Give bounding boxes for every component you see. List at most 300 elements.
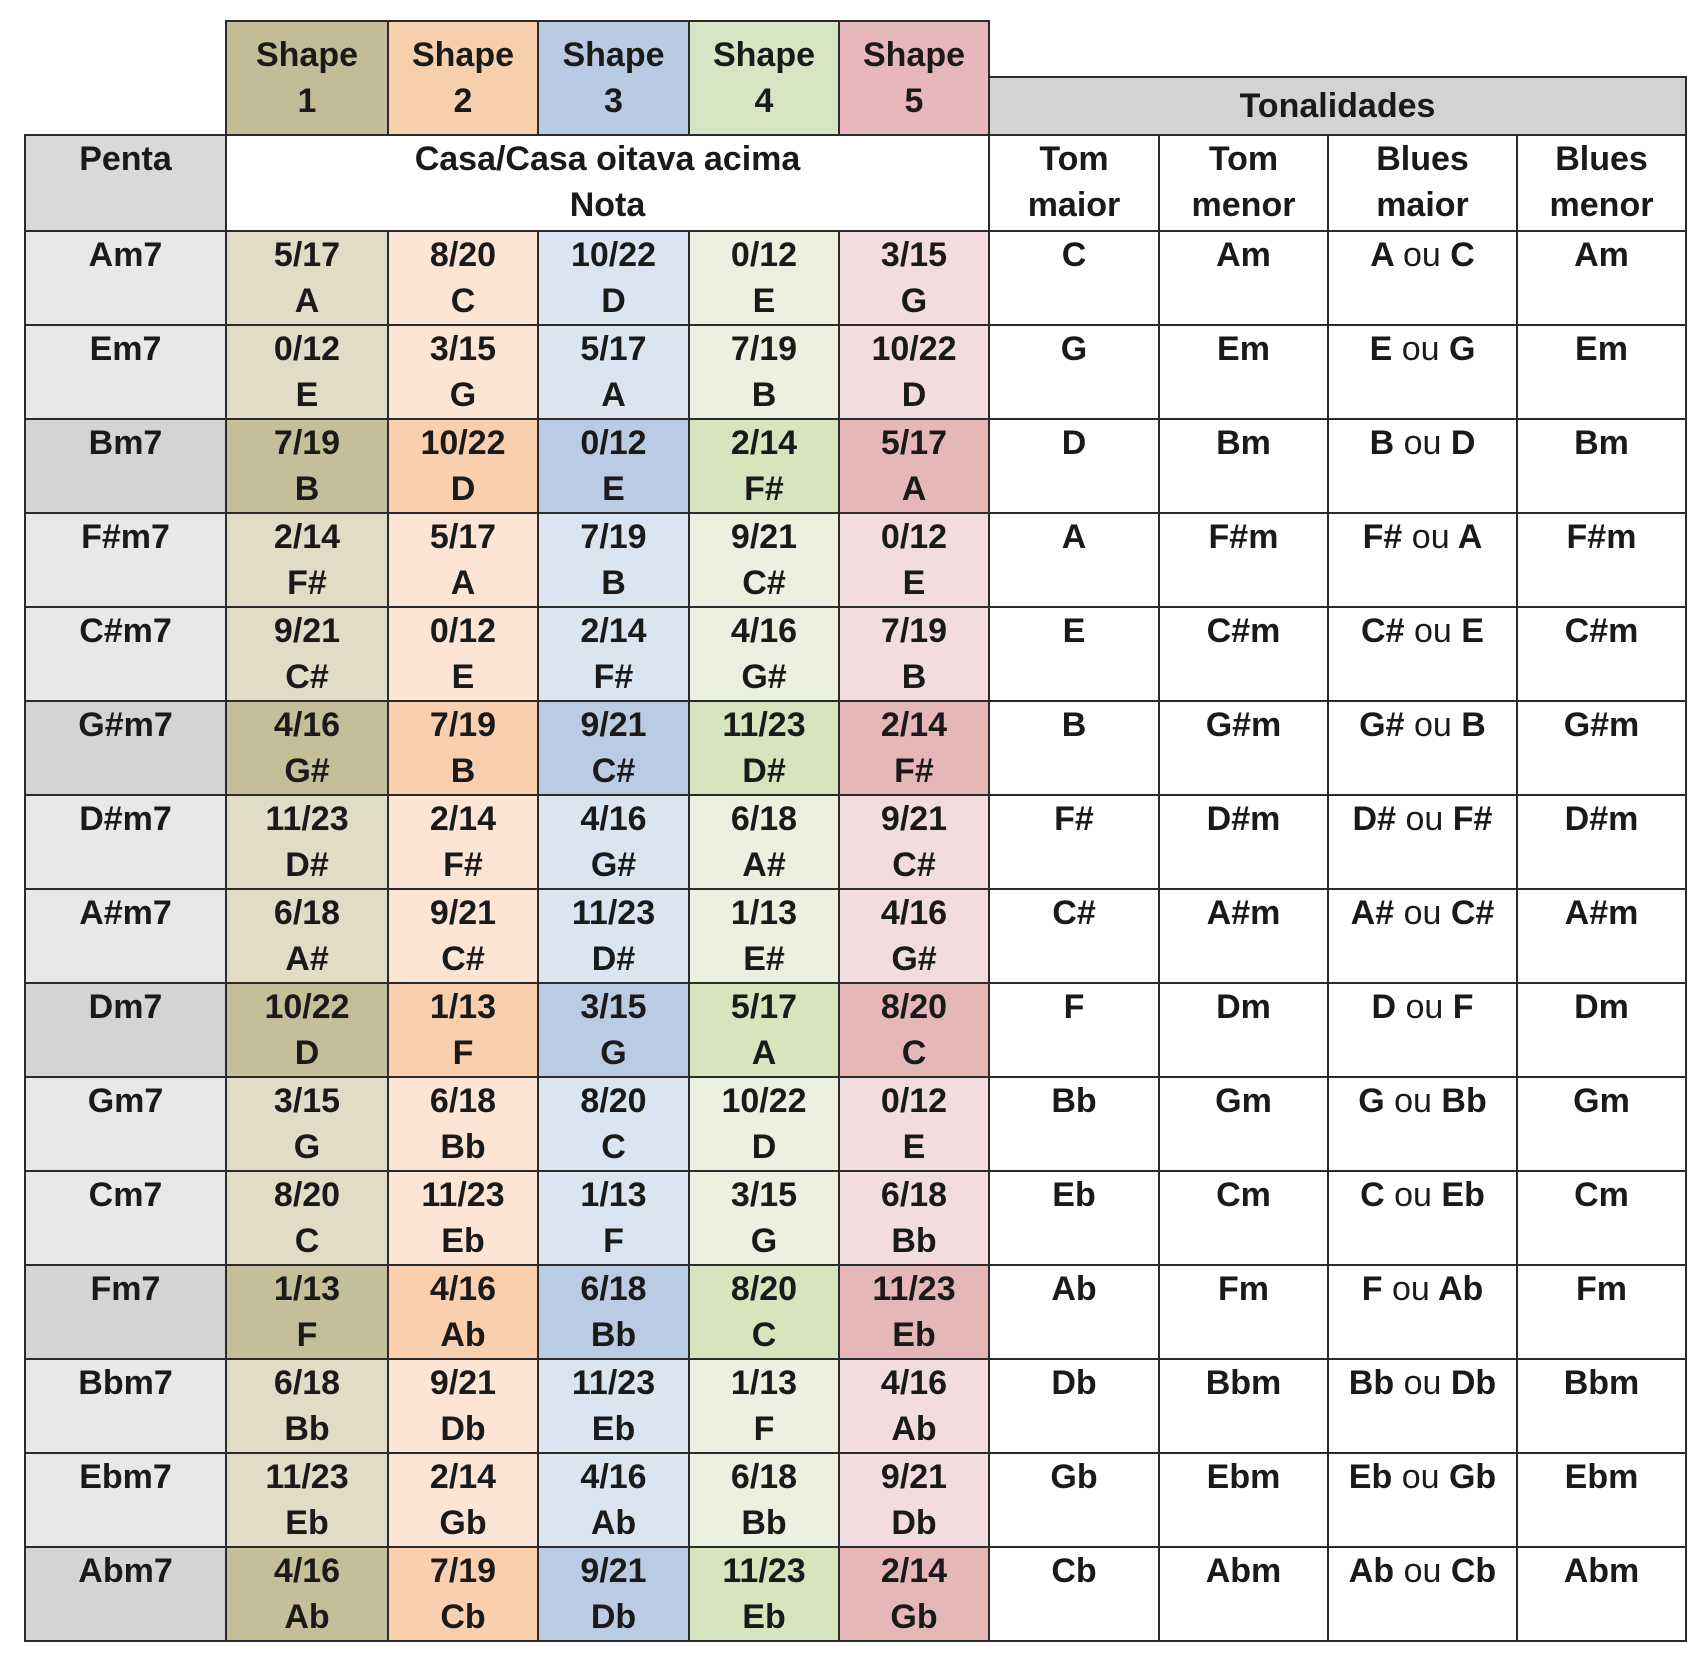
casa-nota-header: Casa/Casa oitava acima Nota [226, 135, 989, 231]
note-name: A# [285, 940, 329, 978]
note-name: F# [894, 752, 934, 790]
note-name: G [293, 1128, 321, 1166]
fret-position: 7/19 [880, 612, 948, 650]
blues-maior-option-2: E [1461, 612, 1484, 650]
blues-maior-option-2: A [1457, 518, 1483, 556]
shape-3-cell [538, 513, 689, 607]
shape-4-cell [689, 889, 839, 983]
shape-2-cell [388, 1547, 538, 1641]
note-name: G# [741, 658, 787, 696]
shape-2-cell [388, 701, 538, 795]
tom-maior-cell: Db [989, 1359, 1159, 1453]
tom-menor-cell: Bm [1159, 419, 1328, 513]
fret-position: 3/15 [580, 988, 647, 1026]
note-name: F# [593, 658, 634, 696]
note-name: E [902, 564, 926, 602]
fret-position: 0/12 [880, 518, 948, 556]
blues-menor-header: Blues menor [1517, 135, 1686, 231]
tom-maior-cell: E [989, 607, 1159, 701]
fret-position: 0/12 [730, 236, 798, 274]
blues-menor-cell: Gm [1517, 1077, 1686, 1171]
shape-1-cell [226, 1547, 388, 1641]
shape-2-cell [388, 607, 538, 701]
note-name: A [450, 564, 476, 602]
table-row [25, 231, 1686, 325]
blues-maior-option-1: A [1370, 236, 1394, 274]
penta-label: Fm7 [25, 1265, 226, 1359]
shape-3-cell [538, 795, 689, 889]
note-name: E# [743, 940, 785, 978]
penta-label: Gm7 [25, 1077, 226, 1171]
fret-position: 9/21 [580, 1552, 647, 1590]
note-name: G# [891, 940, 937, 978]
fret-position: 3/15 [730, 1176, 798, 1214]
note-name: A [601, 376, 626, 414]
fret-position: 6/18 [273, 894, 341, 932]
shape-header-row [25, 21, 1686, 77]
tonalidades-header: Tonalidades [989, 77, 1686, 135]
fret-position: 4/16 [429, 1270, 497, 1308]
ou-word: ou [1401, 1458, 1440, 1496]
tom-menor-cell: Cm [1159, 1171, 1328, 1265]
note-name: G [750, 1222, 778, 1260]
blues-maior-option-2: C# [1450, 894, 1495, 932]
note-name: Bb [284, 1410, 330, 1448]
penta-label: Bbm7 [25, 1359, 226, 1453]
shape-1-cell [226, 513, 388, 607]
ou-word: ou [1401, 330, 1440, 368]
shape-4-cell [689, 1077, 839, 1171]
shape-5-cell [839, 231, 989, 325]
ou-word: ou [1394, 1082, 1432, 1120]
note-name: F# [744, 470, 784, 508]
note-name: D# [742, 752, 786, 790]
note-name: B [751, 376, 777, 414]
note-name: E [295, 376, 319, 414]
fret-position: 2/14 [730, 424, 798, 462]
tom-menor-header: Tom menor [1159, 135, 1328, 231]
ou-word: ou [1403, 424, 1442, 462]
shape-3-header: Shape 3 [538, 21, 689, 135]
fret-position: 3/15 [429, 330, 497, 368]
blues-maior-option-1: G [1358, 1082, 1385, 1120]
note-name: G# [284, 752, 330, 790]
shape-1-cell [226, 795, 388, 889]
tom-maior-cell: Ab [989, 1265, 1159, 1359]
fret-position: 9/21 [273, 612, 341, 650]
blues-maior-option-1: D [1371, 988, 1397, 1026]
shape-5-cell [839, 701, 989, 795]
fret-position: 7/19 [273, 424, 341, 462]
note-name: Gb [439, 1504, 487, 1542]
note-name: C# [892, 846, 936, 884]
blues-maior-option-2: B [1461, 706, 1486, 744]
shape-2-cell [388, 983, 538, 1077]
note-name: E [451, 658, 475, 696]
note-name: C [901, 1034, 927, 1072]
note-name: C# [591, 752, 636, 790]
tom-maior-cell: A [989, 513, 1159, 607]
blues-maior-cell [1328, 1359, 1517, 1453]
tom-maior-cell: D [989, 419, 1159, 513]
tom-menor-cell: Am [1159, 231, 1328, 325]
shape-2-cell [388, 513, 538, 607]
shape-2-cell [388, 889, 538, 983]
tom-menor-cell: Ebm [1159, 1453, 1328, 1547]
blues-menor-cell: Em [1517, 325, 1686, 419]
shape-3-cell [538, 1077, 689, 1171]
shape-5-cell [839, 1453, 989, 1547]
note-name: Ab [590, 1504, 637, 1542]
note-name: E [602, 470, 625, 508]
tom-menor-cell: Dm [1159, 983, 1328, 1077]
note-name: F# [287, 564, 327, 602]
shape-5-cell [839, 607, 989, 701]
note-name: Ab [284, 1598, 330, 1636]
note-name: Bb [891, 1222, 937, 1260]
note-name: A [751, 1034, 777, 1072]
fret-position: 10/22 [871, 330, 957, 368]
fret-position: 5/17 [580, 330, 647, 368]
table-row [25, 1265, 1686, 1359]
tom-menor-cell: F#m [1159, 513, 1328, 607]
blues-maior-option-2: F [1452, 988, 1474, 1026]
blues-maior-cell [1328, 513, 1517, 607]
shape-4-cell [689, 701, 839, 795]
note-name: Gb [890, 1598, 938, 1636]
note-name: Cb [440, 1598, 486, 1636]
ou-word: ou [1411, 518, 1450, 556]
blues-maior-option-1: E [1369, 330, 1393, 368]
ou-word: ou [1403, 1552, 1442, 1590]
blues-maior-option-2: G [1448, 330, 1476, 368]
shape-3-cell [538, 889, 689, 983]
tom-menor-cell: Gm [1159, 1077, 1328, 1171]
table-row [25, 419, 1686, 513]
shape-1-cell [226, 1265, 388, 1359]
tom-menor-cell: Em [1159, 325, 1328, 419]
shape-2-cell [388, 1453, 538, 1547]
ou-word: ou [1413, 706, 1452, 744]
fret-position: 2/14 [880, 1552, 948, 1590]
shape-2-cell [388, 1171, 538, 1265]
fret-position: 6/18 [730, 800, 798, 838]
fret-position: 2/14 [429, 800, 497, 838]
fret-position: 9/21 [880, 800, 948, 838]
shape-5-cell [839, 1359, 989, 1453]
fret-position: 11/23 [571, 894, 656, 932]
blues-maior-option-1: D# [1352, 800, 1397, 838]
fret-position: 10/22 [570, 236, 657, 274]
shape-3-cell [538, 701, 689, 795]
blues-maior-option-2: Cb [1450, 1552, 1497, 1590]
pentatonic-shapes-table [24, 20, 1687, 1642]
fret-position: 4/16 [273, 706, 341, 744]
fret-position: 5/17 [730, 988, 798, 1026]
shape-4-cell [689, 1171, 839, 1265]
tom-menor-cell: C#m [1159, 607, 1328, 701]
shape-1-cell [226, 889, 388, 983]
note-name: A [901, 470, 927, 508]
fret-position: 11/23 [722, 1552, 806, 1590]
blues-menor-cell: D#m [1517, 795, 1686, 889]
note-name: G# [590, 846, 637, 884]
blues-maior-option-1: Eb [1348, 1458, 1393, 1496]
blues-maior-cell [1328, 1171, 1517, 1265]
shape-4-header: Shape 4 [689, 21, 839, 135]
shape-4-cell [689, 607, 839, 701]
blues-maior-cell [1328, 889, 1517, 983]
shape-4-cell [689, 1453, 839, 1547]
fret-position: 4/16 [880, 1364, 948, 1402]
table-row [25, 1453, 1686, 1547]
note-name: Ab [891, 1410, 937, 1448]
blues-maior-cell [1328, 983, 1517, 1077]
note-name: D [901, 376, 927, 414]
tom-maior-cell: F# [989, 795, 1159, 889]
shape-1-cell [226, 607, 388, 701]
fret-position: 0/12 [580, 424, 647, 462]
note-name: B [450, 752, 476, 790]
blues-maior-option-1: F [1361, 1270, 1383, 1308]
shape-5-cell [839, 1077, 989, 1171]
note-name: C# [285, 658, 329, 696]
blues-maior-option-1: A# [1350, 894, 1395, 932]
note-name: F [603, 1222, 624, 1260]
table-row [25, 607, 1686, 701]
fret-position: 7/19 [580, 518, 647, 556]
tom-menor-cell: D#m [1159, 795, 1328, 889]
fret-position: 5/17 [880, 424, 948, 462]
blues-maior-option-1: Ab [1348, 1552, 1395, 1590]
note-name: E [752, 282, 776, 320]
penta-label: D#m7 [25, 795, 226, 889]
blues-maior-cell [1328, 325, 1517, 419]
tonalidades-spacer [989, 21, 1686, 77]
penta-label: F#m7 [25, 513, 226, 607]
tom-menor-cell: Fm [1159, 1265, 1328, 1359]
blues-maior-option-2: Ab [1437, 1270, 1484, 1308]
fret-position: 11/23 [265, 1458, 349, 1496]
shape-1-cell [226, 325, 388, 419]
fret-position: 0/12 [880, 1082, 948, 1120]
blues-maior-option-2: F# [1452, 800, 1493, 838]
table-row [25, 513, 1686, 607]
fret-position: 9/21 [880, 1458, 948, 1496]
tom-maior-cell: Cb [989, 1547, 1159, 1641]
shape-3-cell [538, 1547, 689, 1641]
ou-word: ou [1402, 236, 1441, 274]
note-name: A [294, 282, 320, 320]
fret-position: 10/22 [420, 424, 506, 462]
column-header-row [25, 135, 1686, 231]
shape-4-cell [689, 1359, 839, 1453]
ou-word: ou [1391, 1270, 1430, 1308]
tom-menor-cell: A#m [1159, 889, 1328, 983]
blues-maior-cell [1328, 231, 1517, 325]
ou-word: ou [1413, 612, 1452, 650]
fret-position: 5/17 [429, 518, 497, 556]
fret-position: 5/17 [273, 236, 341, 274]
note-name: Eb [892, 1316, 936, 1354]
blues-menor-cell: G#m [1517, 701, 1686, 795]
shape-1-cell [226, 1077, 388, 1171]
penta-label: Abm7 [25, 1547, 226, 1641]
note-name: Ab [440, 1316, 486, 1354]
shape-1-cell [226, 419, 388, 513]
shape-4-cell [689, 513, 839, 607]
blues-maior-option-2: C [1450, 236, 1475, 274]
fret-position: 11/23 [265, 800, 349, 838]
shape-4-cell [689, 983, 839, 1077]
fret-position: 9/21 [580, 706, 647, 744]
fret-position: 8/20 [730, 1270, 798, 1308]
fret-position: 6/18 [730, 1458, 798, 1496]
shape-2-cell [388, 1077, 538, 1171]
fret-position: 2/14 [880, 706, 948, 744]
blues-maior-option-2: Eb [1441, 1176, 1485, 1214]
blues-maior-header: Blues maior [1328, 135, 1517, 231]
note-name: B [901, 658, 927, 696]
fret-position: 11/23 [722, 706, 806, 744]
shape-2-cell [388, 1359, 538, 1453]
fret-position: 6/18 [880, 1176, 948, 1214]
penta-label: Em7 [25, 325, 226, 419]
table-row [25, 701, 1686, 795]
fret-position: 4/16 [730, 612, 798, 650]
blues-menor-cell: F#m [1517, 513, 1686, 607]
note-name: D [751, 1128, 777, 1166]
blues-maior-cell [1328, 1265, 1517, 1359]
shape-3-cell [538, 1453, 689, 1547]
table-row [25, 983, 1686, 1077]
fret-position: 1/13 [730, 894, 798, 932]
note-name: Eb [742, 1598, 786, 1636]
fret-position: 9/21 [730, 518, 798, 556]
shape-4-cell [689, 325, 839, 419]
table-row [25, 889, 1686, 983]
shape-1-cell [226, 983, 388, 1077]
shape-3-cell [538, 231, 689, 325]
tom-menor-cell: G#m [1159, 701, 1328, 795]
note-name: Db [590, 1598, 637, 1636]
note-name: C [601, 1128, 626, 1166]
note-name: F# [443, 846, 483, 884]
tom-maior-header: Tom maior [989, 135, 1159, 231]
ou-word: ou [1394, 1176, 1432, 1214]
shape-4-cell [689, 795, 839, 889]
note-name: Eb [285, 1504, 329, 1542]
fret-position: 4/16 [880, 894, 948, 932]
shape-1-header: Shape 1 [226, 21, 388, 135]
shape-5-cell [839, 1265, 989, 1359]
note-name: D# [285, 846, 329, 884]
blues-maior-option-1: C [1360, 1176, 1385, 1214]
note-name: G [900, 282, 928, 320]
penta-label: Dm7 [25, 983, 226, 1077]
note-name: Bb [741, 1504, 787, 1542]
note-name: C# [742, 564, 786, 602]
blues-menor-cell: Am [1517, 231, 1686, 325]
tom-menor-cell: Bbm [1159, 1359, 1328, 1453]
blues-maior-option-1: G# [1359, 706, 1405, 744]
fret-position: 8/20 [273, 1176, 341, 1214]
corner-empty [25, 21, 226, 135]
fret-position: 3/15 [880, 236, 948, 274]
fret-position: 6/18 [273, 1364, 341, 1402]
note-name: Db [891, 1504, 937, 1542]
shape-2-cell [388, 1265, 538, 1359]
blues-menor-cell: Bm [1517, 419, 1686, 513]
shape-3-cell [538, 325, 689, 419]
note-name: G [600, 1034, 627, 1072]
note-name: D [601, 282, 626, 320]
note-name: D# [591, 940, 636, 978]
shape-5-cell [839, 1171, 989, 1265]
note-name: B [294, 470, 320, 508]
penta-label: Bm7 [25, 419, 226, 513]
shape-2-cell [388, 795, 538, 889]
table-row [25, 1171, 1686, 1265]
ou-word: ou [1405, 988, 1444, 1026]
note-name: C [751, 1316, 777, 1354]
blues-maior-option-2: Db [1450, 1364, 1497, 1402]
fret-position: 3/15 [273, 1082, 341, 1120]
note-name: F [753, 1410, 775, 1448]
fret-position: 1/13 [273, 1270, 341, 1308]
blues-maior-cell [1328, 1453, 1517, 1547]
shape-3-cell [538, 1359, 689, 1453]
shape-3-cell [538, 419, 689, 513]
shape-3-cell [538, 983, 689, 1077]
penta-label: C#m7 [25, 607, 226, 701]
blues-maior-option-2: Bb [1441, 1082, 1487, 1120]
shape-1-cell [226, 701, 388, 795]
ou-word: ou [1405, 800, 1444, 838]
fret-position: 10/22 [264, 988, 350, 1026]
blues-menor-cell: A#m [1517, 889, 1686, 983]
fret-position: 11/23 [872, 1270, 956, 1308]
fret-position: 11/23 [571, 1364, 656, 1402]
shape-3-cell [538, 607, 689, 701]
shape-2-cell [388, 231, 538, 325]
ou-word: ou [1403, 1364, 1442, 1402]
note-name: D [450, 470, 476, 508]
penta-label: G#m7 [25, 701, 226, 795]
note-name: C [450, 282, 476, 320]
shape-1-cell [226, 1171, 388, 1265]
blues-menor-cell: Cm [1517, 1171, 1686, 1265]
blues-maior-cell [1328, 607, 1517, 701]
fret-position: 10/22 [721, 1082, 807, 1120]
tom-maior-cell: G [989, 325, 1159, 419]
fret-position: 0/12 [273, 330, 341, 368]
blues-maior-option-1: C# [1361, 612, 1405, 650]
shape-5-cell [839, 983, 989, 1077]
fret-position: 4/16 [273, 1552, 341, 1590]
fret-position: 9/21 [429, 1364, 497, 1402]
penta-header: Penta [25, 135, 226, 231]
shape-2-header: Shape 2 [388, 21, 538, 135]
blues-maior-cell [1328, 419, 1517, 513]
tom-maior-cell: Bb [989, 1077, 1159, 1171]
penta-label: Ebm7 [25, 1453, 226, 1547]
blues-maior-option-1: Bb [1348, 1364, 1395, 1402]
note-name: Bb [590, 1316, 637, 1354]
blues-menor-cell: Bbm [1517, 1359, 1686, 1453]
fret-position: 4/16 [580, 800, 647, 838]
blues-menor-cell: Dm [1517, 983, 1686, 1077]
